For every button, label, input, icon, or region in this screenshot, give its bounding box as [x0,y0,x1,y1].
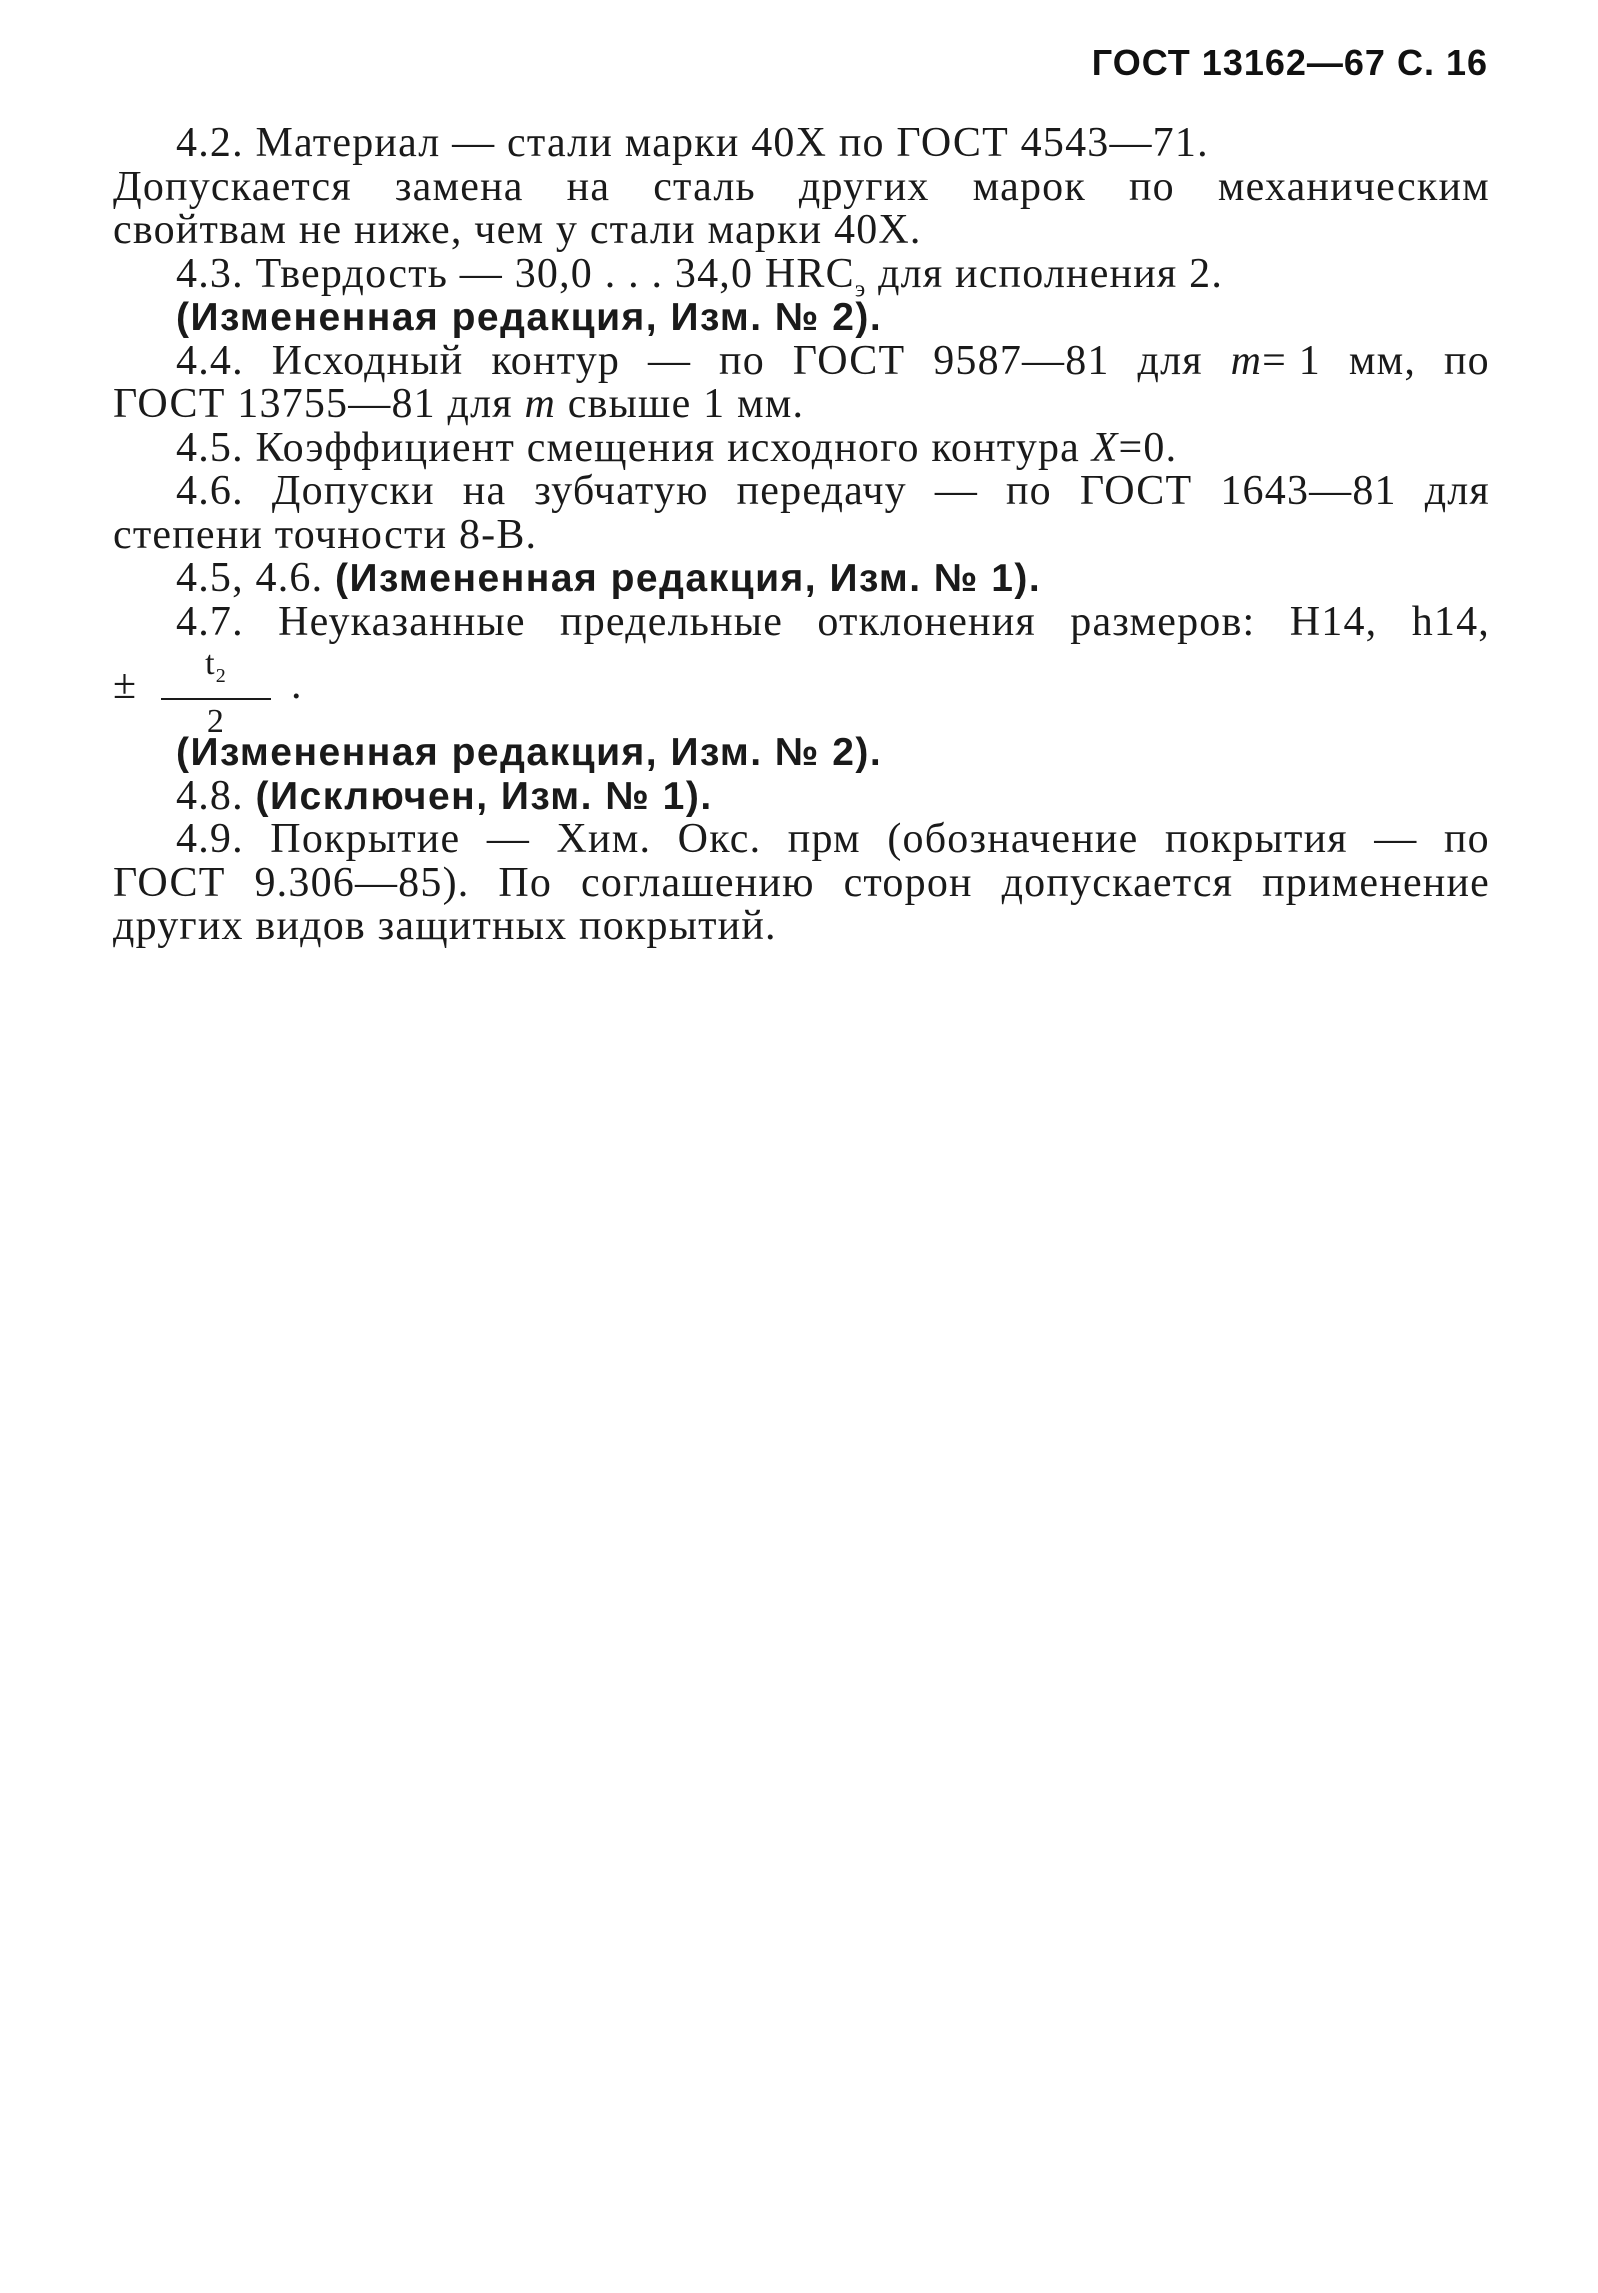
paragraph-4-9-line-2 [113,859,1490,906]
word: по [1128,163,1175,210]
word: по [1443,816,1490,862]
paragraph-4-7-line-1 [113,598,1490,645]
page-header: ГОСТ 13162—67 С. 16 [1091,42,1488,83]
word: соглашению [581,859,815,906]
word: Покрытие [270,816,461,862]
word: на [566,163,611,210]
word: покрытия [1164,816,1348,862]
word: для [1137,337,1203,384]
word: Исходный [271,337,464,384]
word: — [1374,816,1418,862]
word: 4.4. [176,337,244,384]
word: прм [787,816,861,862]
word: отклонения [817,598,1036,645]
change-note-2b: (Измененная редакция, Изм. № 2). [176,731,883,774]
word: По [498,859,553,906]
word: — [486,816,531,862]
change-note-bold: (Измененная редакция, Изм. № 1). [335,557,1042,600]
word: Хим. [556,816,652,862]
word: допускается [1001,859,1234,906]
text: =0. [1118,424,1178,471]
var-m: m [1230,337,1263,384]
word: механическим [1217,163,1490,210]
text: 4.5, 4.6. [176,555,335,601]
text: свыше 1 мм. [556,381,805,427]
paragraph-4-2-line-3: свойтвам не ниже, чем у стали марки 40Х. [113,207,922,253]
word: сторон [843,859,973,906]
fraction [161,644,271,742]
text: 4.8. [176,772,256,819]
word: 4.9. [176,816,244,862]
word: (обозначение [887,816,1139,862]
fraction-numerator [161,644,271,700]
paragraph-4-8 [113,772,1490,819]
word: для [1424,468,1490,514]
word: — [647,337,692,384]
subscript: э [854,275,867,302]
word: передачу [736,468,907,514]
paragraph-4-4-line-1 [113,337,1490,384]
text: 4.3. Твердость — 30,0 . . . 34,0 HRC [176,250,855,297]
paragraph-4-9-line-3: других видов защитных покрытий. [113,903,777,949]
word: 4.7. [176,598,244,645]
word: на [462,468,507,514]
word: по [1005,468,1052,514]
var-x: X [1091,424,1119,471]
paragraph-4-5 [113,424,1490,471]
numerator-subscript: 2 [215,664,227,687]
word: замена [394,163,524,210]
word: Допускается [113,163,352,210]
word: применение [1262,859,1490,906]
word: Окс. [677,816,762,862]
word: — [934,468,979,514]
word: ГОСТ [1079,468,1193,514]
formula-rest: = 1 [1262,337,1321,384]
paragraph-4-4-line-2 [113,383,1490,427]
word: сталь [653,163,756,210]
paragraph-4-2-line-2 [113,163,1490,210]
excluded-note: (Исключен, Изм. № 1). [255,774,713,818]
word: контур [491,337,621,384]
word: Н14, [1289,598,1378,645]
word: мм, [1348,337,1417,384]
word: Допуски [271,468,435,514]
var-m: m [524,381,557,427]
tolerance-formula [113,644,1490,740]
word: 1643—81 [1220,468,1397,514]
numerator-var: t [205,645,216,682]
text: ГОСТ 13755—81 для [113,381,525,427]
paragraph-4-6-line-1 [113,470,1490,514]
word: 9587—81 [933,337,1110,384]
word: предельные [560,598,784,645]
word: ГОСТ [792,337,906,384]
word: 9.306—85). [254,859,470,906]
paragraph-4-9-line-1 [113,818,1490,862]
formula [1230,337,1321,384]
word: Неуказанные [278,598,526,645]
word: h14, [1411,598,1490,645]
change-note-2a: (Измененная редакция, Изм. № 2). [176,296,883,339]
word: зубчатую [534,468,709,514]
change-note-1 [113,557,1490,601]
paragraph-4-2-line-1: 4.2. Материал — стали марки 40Х по ГОСТ 4543—71. [176,120,1209,166]
word: размеров: [1070,598,1256,645]
word: ГОСТ [113,859,226,906]
word: по [1443,337,1490,384]
fraction-denominator: 2 [206,702,226,740]
word: по [719,337,765,384]
document-body [113,122,1490,949]
text: 4.5. Коэффициент смещения исходного контура [176,424,1092,471]
word: 4.6. [176,468,244,514]
plus-minus-sign: ± [113,662,138,708]
word: марок [972,163,1086,210]
formula-period: . [291,662,303,708]
text: для исполнения 2. [866,250,1224,297]
paragraph-4-3 [113,250,1490,302]
word: других [798,163,930,210]
paragraph-4-6-line-2: степени точности 8-В. [113,511,538,558]
